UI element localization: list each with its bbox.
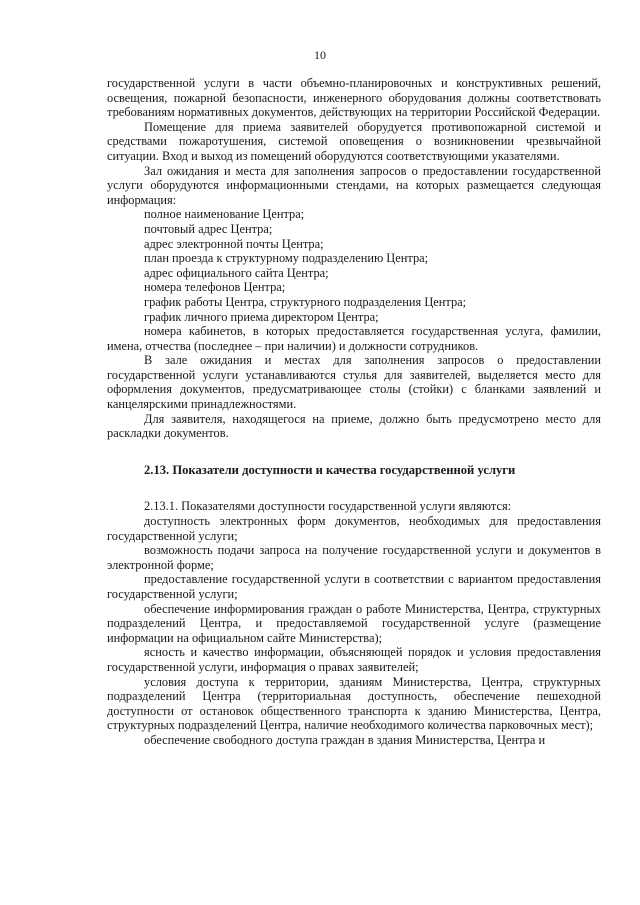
paragraph: государственной услуги в части объемно-планировочных и конструктивных решений, освещения, пожарной безопасности, инженерного оборудования должны соответствовать требованиям нормативных документов, действующих на территории Российской Федерации. xyxy=(107,76,601,120)
paragraph: Помещение для приема заявителей оборудуется противопожарной системой и средствами пожаротушения, системой оповещения о возникновении чрезвычайной ситуации. Вход и выход из помещений оборудуются соответствующими указателями. xyxy=(107,119,601,163)
paragraph: В зале ожидания и местах для заполнения запросов о предоставлении государственной услуги устанавливаются стулья для заявителей, выделяется место для оформления документов, предусматривающее столы (стойки) с бланками заявлений и канцелярскими принадлежностями. xyxy=(107,353,601,412)
list-item: график личного приема директором Центра; xyxy=(144,309,379,324)
list-item: номера телефонов Центра; xyxy=(144,280,286,295)
list-item: предоставление государственной услуги в соответствии с вариантом предоставления государственной услуги; xyxy=(107,572,601,601)
list-item: возможность подачи запроса на получение государственной услуги и документов в электронной форме; xyxy=(107,543,601,572)
list-item: почтовый адрес Центра; xyxy=(144,221,273,236)
list-item: график работы Центра, структурного подразделения Центра; xyxy=(144,294,467,309)
paragraph: Зал ожидания и места для заполнения запросов о предоставлении государственной услуги оборудуются информационными стендами, на которых размещается следующая информация: xyxy=(107,163,601,207)
paragraph: 2.13.1. Показателями доступности государственной услуги являются: xyxy=(144,499,512,514)
paragraph: Для заявителя, находящегося на приеме, должно быть предусмотрено место для раскладки документов. xyxy=(107,411,601,441)
list-item: условия доступа к территории, зданиям Министерства, Центра, структурных подразделений Центра (территориальная доступность, обеспечение пешеходной доступности от остановок общественного транспорта к зданию Министерства, Центра, структурных подразделений Центра, наличие необходимого количества парковочных мест); xyxy=(107,674,601,733)
list-item: номера кабинетов, в которых предоставляется государственная услуга, фамилии, имена, отчества (последнее – при наличии) и должности сотрудников. xyxy=(107,324,601,353)
list-item: обеспечение информирования граждан о работе Министерства, Центра, структурных подразделений Центра, и предоставляемой государственной услуге (размещение информации на официальном сайте Министерства); xyxy=(107,601,601,645)
list-item: адрес официального сайта Центра; xyxy=(144,265,329,280)
document-body xyxy=(107,76,601,748)
list-item: доступность электронных форм документов, необходимых для предоставления государственной услуги; xyxy=(107,514,601,543)
page-number: 10 xyxy=(314,48,326,62)
list-item: обеспечение свободного доступа граждан в здания Министерства, Центра и xyxy=(144,732,546,747)
list-item: ясность и качество информации, объясняющей порядок и условия предоставления государственной услуги, информация о правах заявителей; xyxy=(107,645,601,674)
list-item: полное наименование Центра; xyxy=(144,207,305,222)
section-title: 2.13. Показатели доступности и качества государственной услуги xyxy=(144,462,516,477)
list-item: адрес электронной почты Центра; xyxy=(144,236,324,251)
list-item: план проезда к структурному подразделению Центра; xyxy=(144,251,429,266)
